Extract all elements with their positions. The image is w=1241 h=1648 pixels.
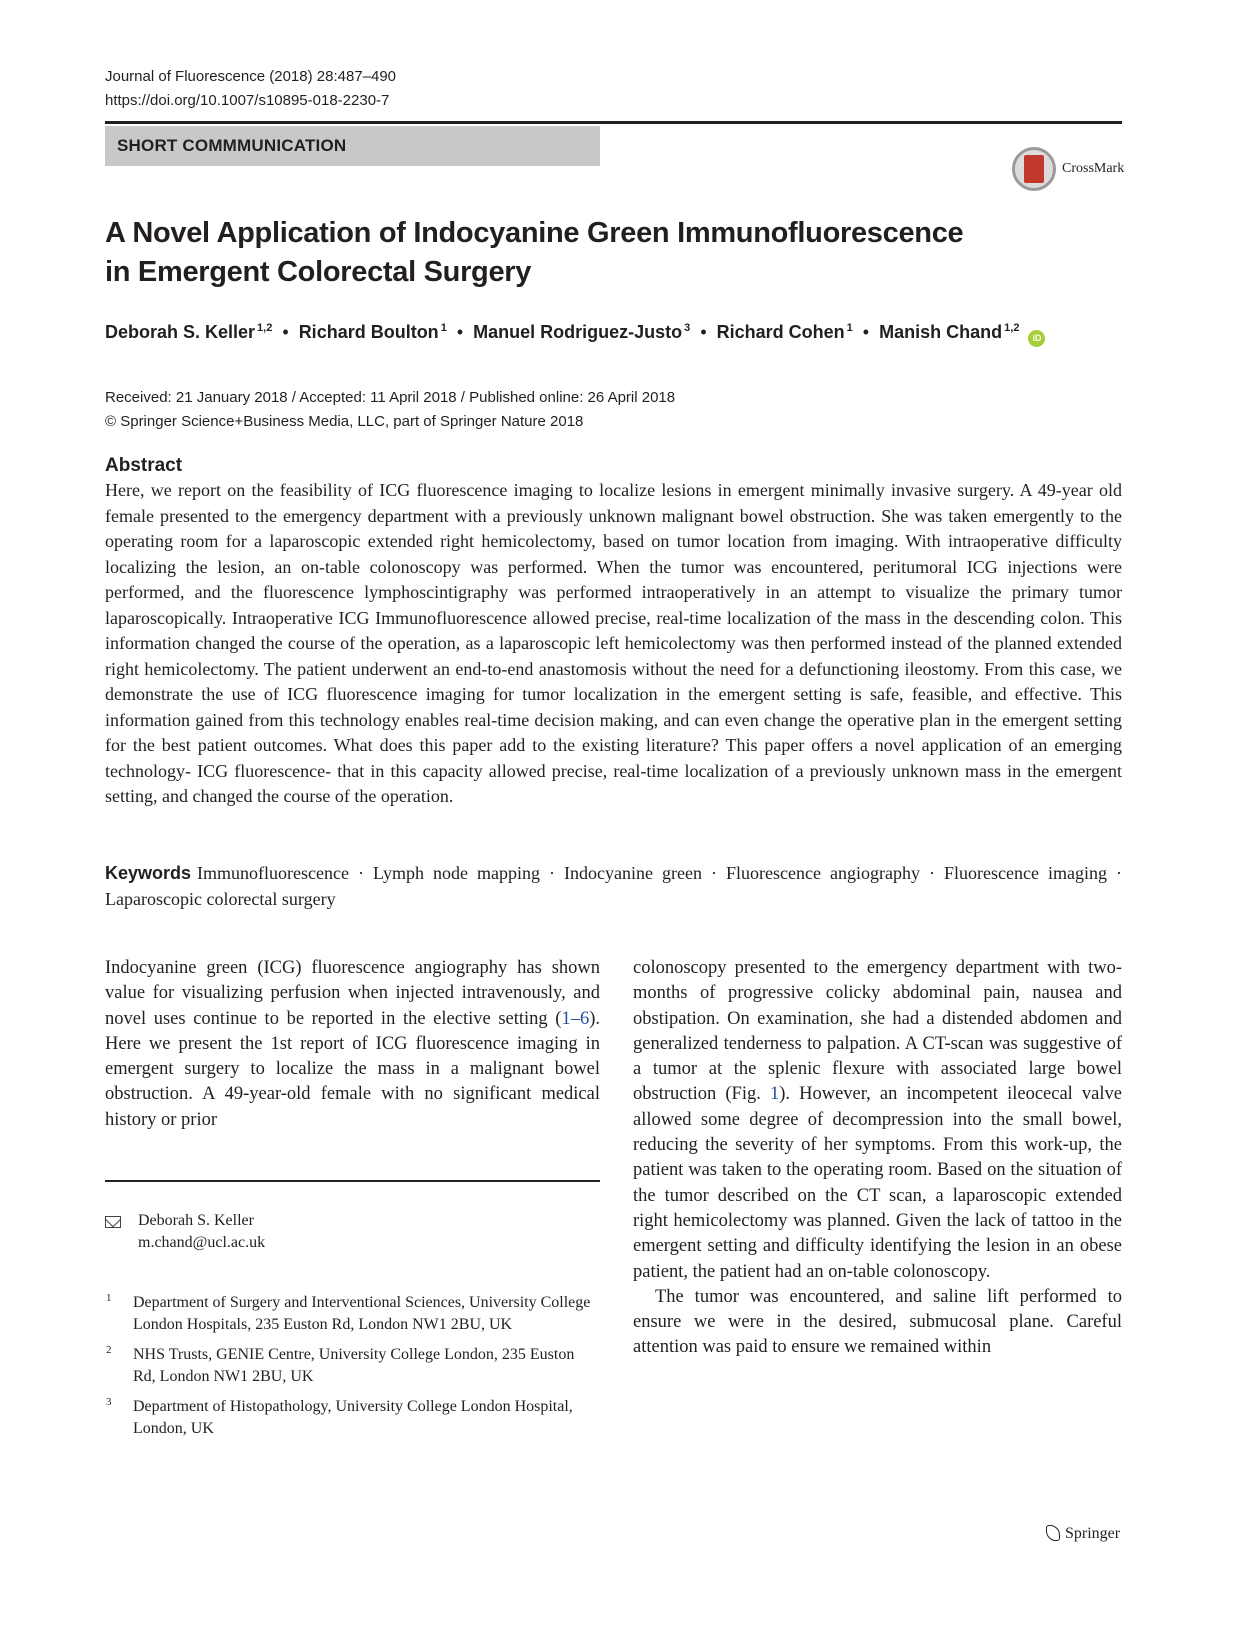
body-text: ). Here we present the 1st report of ICG fluorescence imaging in emergent surgery to localize the mass in a malignant bowel obstruction. A 49-year-old female with no significant medical history or prior xyxy=(105,1008,600,1130)
publisher-name: Springer xyxy=(1065,1525,1121,1542)
body-paragraph xyxy=(633,956,1122,1285)
body-paragraph: The tumor was encountered, and saline lift performed to ensure we were in the desired, submucosal plane. Careful attention was paid to ensure we remained within xyxy=(633,1286,1122,1358)
article-title xyxy=(105,214,963,292)
header-rule xyxy=(105,121,1122,124)
section-bar xyxy=(105,126,600,166)
citation-link[interactable]: 1–6 xyxy=(561,1008,590,1029)
publication-dates xyxy=(105,386,675,434)
crossmark-label: CrossMark xyxy=(1062,161,1125,176)
author-name[interactable]: Richard Boulton xyxy=(298,322,439,342)
abstract-text: Here, we report on the feasibility of ICG fluorescence imaging to localize lesions in emergent minimally invasive surgery. A 49-year old female presented to the emergency department with a previously unknown malignant bowel obstruction. She was taken emergently to the operating room for a laparoscopic extended right hemicolectomy, based on tumor location from imaging. With intraoperative difficulty localizing the lesion, an on-table colonoscopy was performed. When the tumor was encountered, peritumoral ICG injections were performed, and the fluorescence lymphoscintigraphy was performed intraoperatively in an attempt to visualize the primary tumor laparoscopically. Intraoperative ICG Immunofluorescence allowed precise, real-time localization of the mass in the descending colon. This information changed the course of the operation, as a laparoscopic left hemicolectomy was then performed instead of the planned extended right hemicolectomy. The patient underwent an end-to-end anastomosis without the need for a defunctioning ileostomy. From this case, we demonstrate the use of ICG fluorescence imaging for tumor localization in the emergent setting is safe, feasible, and effective. This information gained from this technology enables real-time decision making, and can even change the operative plan in the emergent setting for the best patient outcomes. What does this paper add to the existing literature? This paper offers a novel application of an emerging technology- ICG fluorescence- that in this capacity allowed precise, real-time localization of a previously unknown mass in the emergent setting, and changed the course of the operation. xyxy=(105,480,1122,806)
history-dates: Received: 21 January 2018 / Accepted: 11 April 2018 / Published online: 26 April 2018 xyxy=(105,389,676,406)
envelope-icon xyxy=(105,1216,121,1228)
abstract-heading: Abstract xyxy=(105,455,183,476)
keywords xyxy=(105,861,1122,912)
crossmark-icon xyxy=(1012,147,1056,191)
crossmark-badge[interactable] xyxy=(1012,147,1132,197)
title-line-1: A Novel Application of Indocyanine Green Immunofluorescence xyxy=(105,217,964,249)
author-name[interactable]: Manish Chand xyxy=(879,322,1003,342)
affiliation-3: Department of Histopathology, University College London Hospital, London, UK xyxy=(133,1398,573,1437)
author-affiliation: 1 xyxy=(440,322,447,334)
body-text: ). However, an incompetent ileocecal valve allowed some degree of decompression into the small bowel, reducing the severity of her symptoms. From this work-up, the patient was taken to the operating room. Based on the situation of the tumor described on the CT scan, a laparoscopic extended right hemicolectomy was planned. Given the lack of tattoo in the emergent setting and difficulty identifying the lesion in an obese patient, the patient had an on-table colonoscopy. xyxy=(633,1084,1122,1282)
body-text: Indocyanine green (ICG) fluorescence angiography has shown value for visualizing perfusion when injected intravenously, and novel uses continue to be reported in the elective setting ( xyxy=(105,958,600,1029)
orcid-icon[interactable]: iD xyxy=(1028,330,1045,347)
keywords-label: Keywords xyxy=(105,863,192,883)
publisher-logo xyxy=(1046,1525,1120,1543)
author-name[interactable]: Deborah S. Keller xyxy=(105,322,256,342)
author-affiliation: 1 xyxy=(846,322,853,334)
journal-header xyxy=(105,65,396,113)
author-separator: • xyxy=(282,322,289,342)
author-separator: • xyxy=(862,322,870,342)
affiliation-number: 2 xyxy=(106,1344,112,1356)
author-affiliation: 1,2 xyxy=(257,322,273,334)
journal-citation: Journal of Fluorescence (2018) 28:487–490 xyxy=(105,68,397,85)
body-paragraph xyxy=(105,956,600,1133)
copyright-line: © Springer Science+Business Media, LLC, part of Springer Nature 2018 xyxy=(105,413,584,430)
author-affiliation: 1,2 xyxy=(1004,322,1020,334)
author-name[interactable]: Manuel Rodriguez-Justo xyxy=(473,322,683,342)
corresponding-email[interactable]: m.chand@ucl.ac.uk xyxy=(138,1234,266,1251)
keywords-text: Immunofluorescence · Lymph node mapping · Indocyanine green · Fluorescence angiography · Fluorescence imaging · Laparoscopic colorectal surgery xyxy=(105,863,1122,909)
corresponding-name: Deborah S. Keller xyxy=(138,1212,254,1229)
author-separator: • xyxy=(456,322,464,342)
author-separator: • xyxy=(700,322,707,342)
affiliation-number: 3 xyxy=(106,1396,112,1408)
title-line-2: in Emergent Colorectal Surgery xyxy=(105,256,532,288)
author-name[interactable]: Richard Cohen xyxy=(716,322,845,342)
body-column-left xyxy=(105,956,600,1133)
body-column-right xyxy=(633,956,1122,1361)
body-text: colonoscopy presented to the emergency department with two-months of progressive colicky abdominal pain, nausea and obstipation. On examination, she had a distended abdomen and generalized tenderness to palpation. A CT-scan was suggestive of a tumor at the splenic flexure with associated large bowel obstruction (Fig. xyxy=(633,958,1122,1105)
doi-link[interactable]: https://doi.org/10.1007/s10895-018-2230-7 xyxy=(105,92,390,109)
affiliation-number: 1 xyxy=(106,1292,112,1304)
author-list xyxy=(105,322,1045,347)
affiliation-1: Department of Surgery and Interventional Sciences, University College London Hospitals, 235 Euston Rd, London NW1 2BU, UK xyxy=(133,1294,591,1333)
footnote-rule xyxy=(105,1180,600,1182)
section-label: SHORT COMMMUNICATION xyxy=(117,136,347,155)
author-affiliation: 3 xyxy=(684,322,691,334)
figure-link[interactable]: 1 xyxy=(769,1084,780,1105)
affiliation-2: NHS Trusts, GENIE Centre, University College London, 235 Euston Rd, London NW1 2BU, UK xyxy=(133,1346,575,1385)
springer-horse-icon xyxy=(1046,1525,1060,1541)
corresponding-author xyxy=(138,1210,265,1254)
